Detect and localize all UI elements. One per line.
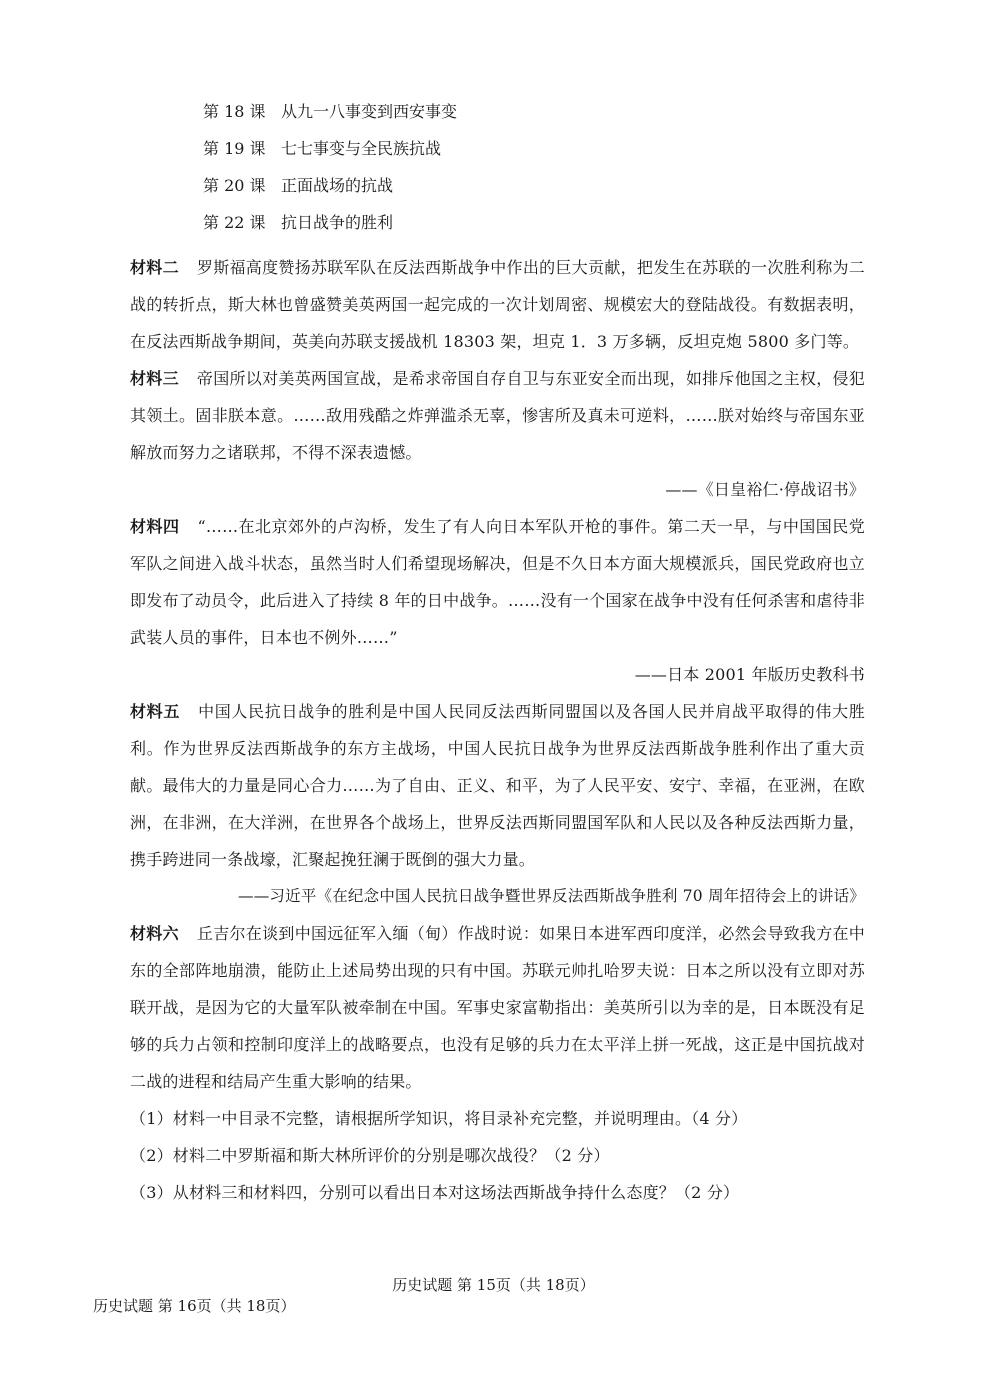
- toc-item: [203, 137, 843, 174]
- toc-lesson-title: 抗日战争的胜利: [281, 213, 394, 232]
- material-label: 材料六: [130, 924, 179, 943]
- table-of-contents: [203, 100, 843, 248]
- material-two: [130, 249, 865, 360]
- material-source: ——习近平《在纪念中国人民抗日战争暨世界反法西斯战争胜利 70 周年招待会上的讲话》: [238, 887, 865, 905]
- material-four: [130, 508, 865, 656]
- material-text: 丘吉尔在谈到中国远征军入缅（甸）作战时说：如果日本进军西印度洋，必然会导致我方在中东的全部阵地崩溃，能防止上述局势出现的只有中国。苏联元帅扎哈罗夫说：日本之所以没有立即对苏联开战，是因为它的大量军队被牵制在中国。军事史家富勒指出：美英所引以为幸的是，日本既没有足够的兵力占领和控制印度洋上的战略要点，也没有足够的兵力在太平洋上拼一死战，这正是中国抗战对二战的进程和结局产生重大影响的结果。: [130, 924, 866, 1091]
- material-text: “……在北京郊外的卢沟桥，发生了有人向日本军队开枪的事件。第二天一早，与中国国民党军队之间进入战斗状态，虽然当时人们希望现场解决，但是不久日本方面大规模派兵，国民党政府也立即发布了动员令，此后进入了持续 8 年的日中战争。……没有一个国家在战争中没有任何杀害和虐待非武装人员的事件，日本也不例外……”: [130, 517, 865, 647]
- toc-item: [203, 211, 843, 248]
- toc-lesson-title: 七七事变与全民族抗战: [281, 139, 442, 158]
- question: （2）材料二中罗斯福和斯大林所评价的分别是哪次战役？（2 分）: [130, 1146, 610, 1165]
- toc-lesson-title: 正面战场的抗战: [281, 176, 394, 195]
- question: （3）从材料三和材料四，分别可以看出日本对这场法西斯战争持什么态度？（2 分）: [130, 1183, 740, 1202]
- material-label: 材料三: [130, 369, 179, 388]
- toc-item: [203, 100, 843, 137]
- exam-content: [130, 249, 865, 1211]
- material-text: 帝国所以对美英两国宣战，是希求帝国自存自卫与东亚安全而出现，如排斥他国之主权，侵犯其领土。固非朕本意。……敌用残酷之炸弹滥杀无辜，惨害所及真未可逆料，……朕对始终与帝国东亚解放而努力之诸联邦，不得不深表遗憾。: [130, 369, 866, 462]
- material-label: 材料四: [130, 517, 180, 536]
- material-source: ——《日皇裕仁·停战诏书》: [665, 480, 865, 499]
- toc-lesson-number: 第 18 课: [203, 102, 266, 121]
- material-five: [130, 693, 865, 878]
- material-text: 罗斯福高度赞扬苏联军队在反法西斯战争中作出的巨大贡献，把发生在苏联的一次胜利称为二战的转折点，斯大林也曾盛赞美英两国一起完成的一次计划周密、规模宏大的登陆战役。有数据表明，在反法西斯战争期间，英美向苏联支援战机 18303 架，坦克 1．3 万多辆，反坦克炮 5800 多门等。: [130, 258, 866, 351]
- toc-lesson-number: 第 20 课: [203, 176, 266, 195]
- page-footer: 历史试题 第 15页（共 18页）: [392, 1276, 595, 1294]
- toc-lesson-number: 第 22 课: [203, 213, 266, 232]
- material-six: [130, 915, 865, 1100]
- material-label: 材料五: [130, 702, 181, 721]
- material-source: ——日本 2001 年版历史教科书: [634, 665, 865, 684]
- material-three: [130, 360, 865, 471]
- material-text: 中国人民抗日战争的胜利是中国人民同反法西斯同盟国以及各国人民并肩战平取得的伟大胜利。作为世界反法西斯战争的东方主战场，中国人民抗日战争为世界反法西斯战争胜利作出了重大贡献。最伟大的力量是同心合力……为了自由、正义、和平，为了人民平安、安宁、幸福，在亚洲，在欧洲，在非洲，在大洋洲，在世界各个战场上，世界反法西斯同盟国军队和人民以及各种反法西斯力量，携手跨进同一条战壕，汇聚起挽狂澜于既倒的强大力量。: [130, 702, 865, 869]
- material-label: 材料二: [130, 258, 179, 277]
- question: （1）材料一中目录不完整，请根据所学知识，将目录补充完整，并说明理由。（4 分）: [130, 1109, 748, 1128]
- toc-lesson-title: 从九一八事变到西安事变: [281, 102, 458, 121]
- toc-item: [203, 174, 843, 211]
- toc-lesson-number: 第 19 课: [203, 139, 266, 158]
- page-footer-secondary: 历史试题 第 16页（共 18页）: [93, 1297, 296, 1315]
